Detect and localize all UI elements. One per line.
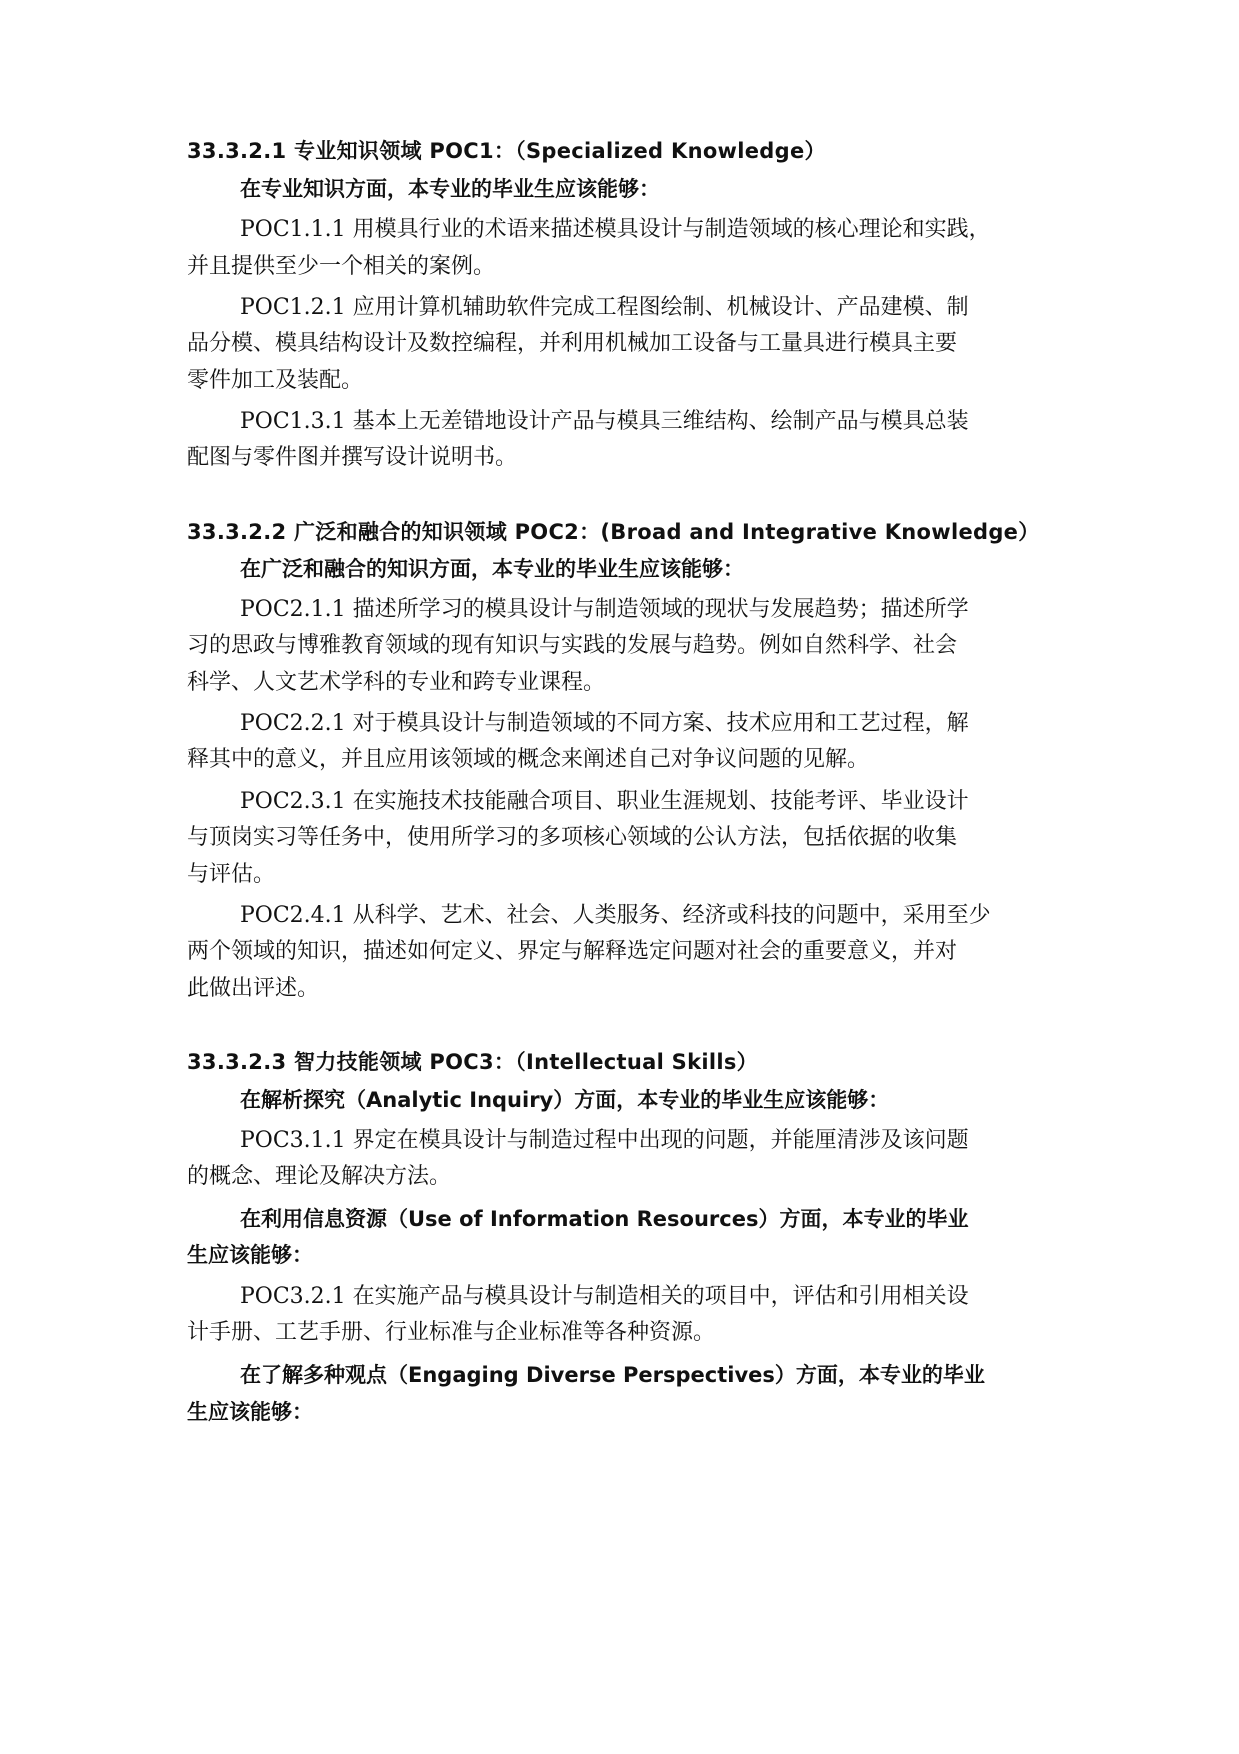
paragraph-line: 此做出评述。 — [187, 976, 320, 1001]
paragraph-line: POC2.1.1 描述所学习的模具设计与制造领域的现状与发展趋势；描述所学 — [240, 597, 969, 622]
section-lead: 在利用信息资源（Use of Information Resources）方面，本专业的毕业 — [240, 1207, 969, 1231]
paragraph-line: POC2.3.1 在实施技术技能融合项目、职业生涯规划、技能考评、毕业设计 — [240, 789, 969, 814]
paragraph-line: 释其中的意义，并且应用该领域的概念来阐述自己对争议问题的见解。 — [187, 747, 870, 772]
section-heading: 33.3.2.1 专业知识领域 POC1：（Specialized Knowledge） — [187, 139, 826, 163]
paragraph-line: 与评估。 — [187, 862, 276, 887]
paragraph-line: 两个领域的知识，描述如何定义、界定与解释选定问题对社会的重要意义，并对 — [187, 939, 958, 964]
paragraph-line: 的概念、理论及解决方法。 — [187, 1164, 452, 1189]
paragraph-line: 配图与零件图并撰写设计说明书。 — [187, 445, 518, 470]
section-lead: 在解析探究（Analytic Inquiry）方面，本专业的毕业生应该能够： — [240, 1088, 890, 1112]
paragraph-line: 零件加工及装配。 — [187, 368, 364, 393]
paragraph-line: 科学、人文艺术学科的专业和跨专业课程。 — [187, 670, 606, 695]
paragraph-line: POC2.4.1 从科学、艺术、社会、人类服务、经济或科技的问题中，采用至少 — [240, 903, 991, 928]
section-lead: 在专业知识方面，本专业的毕业生应该能够： — [240, 177, 660, 201]
paragraph-line: POC2.2.1 对于模具设计与制造领域的不同方案、技术应用和工艺过程，解 — [240, 711, 969, 736]
paragraph-line: POC1.2.1 应用计算机辅助软件完成工程图绘制、机械设计、产品建模、制 — [240, 295, 969, 320]
paragraph-line: 计手册、工艺手册、行业标准与企业标准等各种资源。 — [187, 1320, 716, 1345]
section-lead: 在了解多种观点（Engaging Diverse Perspectives）方面，本专业的毕业 — [240, 1363, 985, 1387]
paragraph-line: POC1.3.1 基本上无差错地设计产品与模具三维结构、绘制产品与模具总装 — [240, 409, 969, 434]
paragraph-line: 并且提供至少一个相关的案例。 — [187, 254, 496, 279]
section-lead: 生应该能够： — [187, 1400, 313, 1424]
paragraph-line: 习的思政与博雅教育领域的现有知识与实践的发展与趋势。例如自然科学、社会 — [187, 633, 958, 658]
paragraph-line: POC1.1.1 用模具行业的术语来描述模具设计与制造领域的核心理论和实践， — [240, 217, 991, 242]
section-heading: 33.3.2.3 智力技能领域 POC3：（Intellectual Skills） — [187, 1050, 758, 1074]
paragraph-line: POC3.2.1 在实施产品与模具设计与制造相关的项目中，评估和引用相关设 — [240, 1284, 969, 1309]
section-lead: 在广泛和融合的知识方面，本专业的毕业生应该能够： — [240, 557, 744, 581]
section-heading: 33.3.2.2 广泛和融合的知识领域 POC2：(Broad and Integrative Knowledge） — [187, 520, 1040, 544]
paragraph-line: POC3.1.1 界定在模具设计与制造过程中出现的问题，并能厘清涉及该问题 — [240, 1128, 969, 1153]
section-lead: 生应该能够： — [187, 1243, 313, 1267]
paragraph-line: 品分模、模具结构设计及数控编程，并利用机械加工设备与工量具进行模具主要 — [187, 331, 958, 356]
paragraph-line: 与顶岗实习等任务中，使用所学习的多项核心领域的公认方法，包括依据的收集 — [187, 825, 958, 850]
